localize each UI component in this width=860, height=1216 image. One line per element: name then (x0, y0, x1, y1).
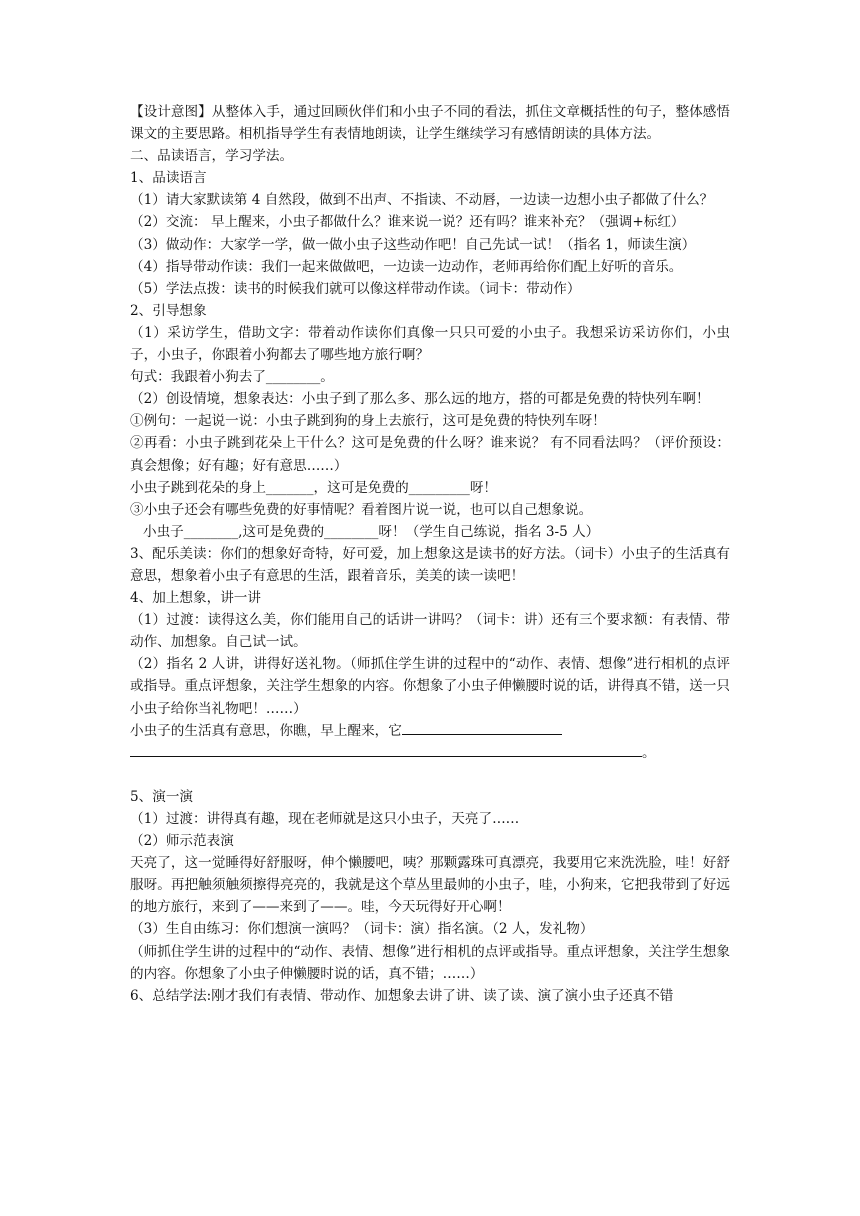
answer-blank (402, 720, 562, 735)
example-paragraph: ③小虫子还会有哪些免费的好事情呢？看着图片说一说，也可以自己想象说。 (130, 501, 593, 518)
subheading-4: 4、加上想象，讲一讲 (130, 590, 261, 607)
step-paragraph: （4）指导带动作读：我们一起来做做吧，一边读一边动作，老师再给你们配上好听的音乐。 (130, 258, 683, 275)
subheading-2: 2、引导想象 (130, 302, 207, 319)
fill-in-sentence: 小虫子________,这可是免费的________呀！（学生自己练说，指名 3-5 人） (143, 523, 600, 540)
step-paragraph: （2）师示范表演 (130, 833, 234, 850)
example-paragraph: ②再看：小虫子跳到花朵上干什么？这可是免费的什么呀？谁来说？ 有不同看法吗？（评价预设：真会想像；好有趣；好有意思……） (130, 435, 730, 474)
subheading-6: 6、总结学法:刚才我们有表情、带动作、加想象去讲了讲、读了读、演了演小虫子还真不错 (130, 987, 674, 1004)
step-paragraph: （1）过渡：讲得真有趣，现在老师就是这只小虫子，天亮了…… (130, 811, 520, 827)
section-heading-2: 二、品读语言，学习学法。 (130, 148, 294, 165)
step-paragraph: （1）过渡：读得这么美，你们能用自己的话讲一讲吗？（词卡：讲）还有三个要求额：有表情、带动作、加想象。自己试一试。 (130, 612, 730, 651)
step-paragraph: （2）指名 2 人讲，讲得好送礼物。（师抓住学生讲的过程中的“动作、表情、想像”进行相机的点评或指导。重点评想象，关注学生想象的内容。你想象了小虫子伸懒腰时说的话，讲得真不错，送一只小虫子给你当礼物吧！……） (130, 656, 730, 717)
fill-in-line (130, 720, 730, 742)
sentence-pattern: 句式：我跟着小狗去了________。 (130, 369, 334, 386)
demo-paragraph: 天亮了，这一觉睡得好舒服呀，伸个懒腰吧，咦？那颗露珠可真漂亮，我要用它来洗洗脸，哇！好舒服呀。再把触须触须擦得亮亮的，我就是这个草丛里最帅的小虫子，哇，小狗来，它把我带到了好远的地方旅行，来到了——来到了——。哇，今天玩得好开心啊！ (130, 855, 730, 916)
step-paragraph: （1）请大家默读第 4 自然段，做到不出声、不指读、不动唇，一边读一边想小虫子都做了什么？ (130, 192, 714, 209)
answer-blank-long (130, 742, 642, 757)
fill-in-prompt: 小虫子的生活真有意思，你瞧，早上醒来，它 (130, 722, 402, 739)
period-mark: 。 (642, 744, 656, 761)
step-paragraph: （2）创设情境，想象表达：小虫子到了那么多、那么远的地方，搭的可都是免费的特快列车啊！ (130, 391, 710, 408)
step-paragraph: （3）生自由练习：你们想演一演吗？（词卡：演）指名演。（2 人，发礼物） (130, 921, 594, 938)
blank-line (130, 764, 730, 786)
note-paragraph: （师抓住学生讲的过程中的“动作、表情、想像”进行相机的点评或指导。重点评想象，关注学生想象的内容。你想象了小虫子伸懒腰时说的话，真不错；……） (130, 943, 730, 982)
step-paragraph: （5）学法点拨：读书的时候我们就可以像这样带动作读。（词卡：带动作） (130, 280, 581, 297)
step-paragraph: （3）做动作：大家学一学，做一做小虫子这些动作吧！自己先试一试！（指名 1，师读生演） (130, 236, 696, 253)
design-intent-paragraph: 【设计意图】从整体入手，通过回顾伙伴们和小虫子不同的看法，抓住文章概括性的句子，整体感悟课文的主要思路。相机指导学生有表情地朗读，让学生继续学习有感情朗读的具体方法。 (130, 104, 730, 143)
document-body (130, 101, 730, 1007)
subheading-5: 5、演一演 (130, 788, 194, 805)
example-paragraph: ①例句：一起说一说：小虫子跳到狗的身上去旅行，这可是免费的特快列车呀！ (130, 413, 606, 430)
fill-in-sentence: 小虫子跳到花朵的身上_______，这可是免费的_________呀！ (130, 479, 498, 496)
subheading-1: 1、品读语言 (130, 170, 207, 187)
step-paragraph: （1）采访学生，借助文字：带着动作读你们真像一只只可爱的小虫子。我想采访采访你们，小虫子，小虫子，你跟着小狗都去了哪些地方旅行啊？ (130, 324, 730, 364)
step-paragraph: （2）交流： 早上醒来，小虫子都做什么？谁来说一说？还有吗？谁来补充？（强调+标红） (130, 214, 685, 231)
subheading-3: 3、配乐美读：你们的想象好奇特，好可爱，加上想象这是读书的好方法。（词卡）小虫子的生活真有意思，想象着小虫子有意思的生活，跟着音乐，美美的读一读吧！ (130, 545, 730, 584)
fill-in-line-2 (130, 742, 730, 764)
